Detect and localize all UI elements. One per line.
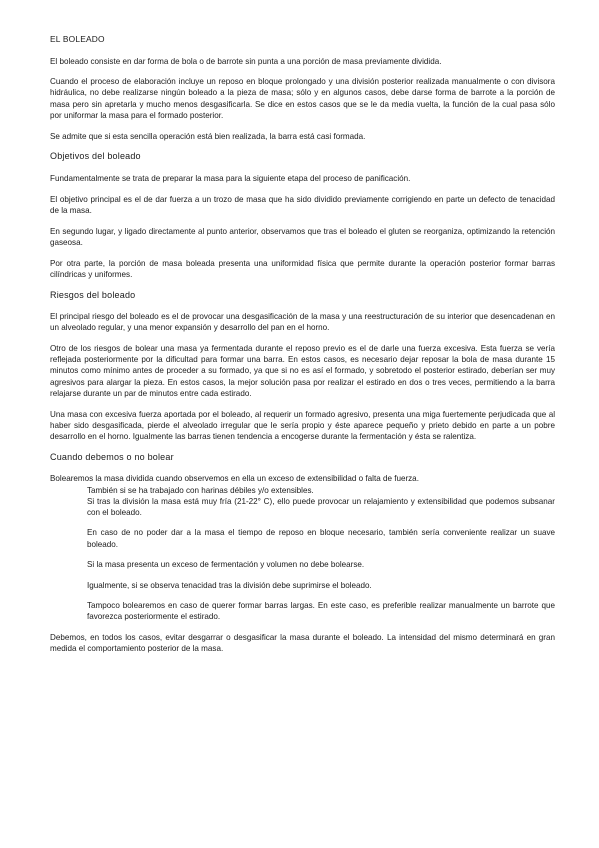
intro-paragraph: El boleado consiste en dar forma de bola o de barrote sin punta a una porción de masa previamente dividida. xyxy=(50,56,442,66)
document-body xyxy=(50,34,555,664)
cuando-lead-paragraph: Bolearemos la masa dividida cuando observemos en ella un exceso de extensibilidad o falta de fuerza. xyxy=(50,474,419,484)
objetivos-paragraph: En segundo lugar, y ligado directamente al punto anterior, observamos que tras el boleado el gluten se reorganiza, optimizando la retención gaseosa. xyxy=(50,226,555,247)
list-item: En caso de no poder dar a la masa el tiempo de reposo en bloque necesario, también sería conveniente realizar un suave boleado. xyxy=(87,528,555,549)
closing-paragraph: Debemos, en todos los casos, evitar desgarrar o desgasificar la masa durante el boleado. La intensidad del mismo determinará en gran medida el comportamiento posterior de la masa. xyxy=(50,632,555,653)
cuando-indented-list xyxy=(87,485,555,622)
intro-paragraph: Se admite que si esta sencilla operación está bien realizada, la barra está casi formada. xyxy=(50,131,366,141)
section-heading-objetivos: Objetivos del boleado xyxy=(50,151,141,162)
list-item: Si tras la división la masa está muy fría (21-22° C), ello puede provocar un relajamiento y extensibilidad que podemos subsanar con el boleado. xyxy=(87,496,555,517)
riesgos-paragraph: Una masa con excesiva fuerza aportada por el boleado, al requerir un formado agresivo, presenta una miga fuertemente perjudicada que al haber sido desgasificada, pierde el alveolado irregular que le sería propio y éste aparece pequeño y prieto debido en parte a un pobre desarrollo en el horno. Igualmente las barras tienen tendencia a encogerse durante la fermentación y ésta se ralentiza. xyxy=(50,409,555,441)
objetivos-paragraph: Fundamentalmente se trata de preparar la masa para la siguiente etapa del proceso de panificación. xyxy=(50,173,411,183)
objetivos-paragraph: El objetivo principal es el de dar fuerza a un trozo de masa que ha sido dividido previamente corrigiendo en parte un defecto de tenacidad de la masa. xyxy=(50,194,555,215)
list-item: También si se ha trabajado con harinas débiles y/o extensibles. xyxy=(87,485,314,495)
objetivos-paragraph: Por otra parte, la porción de masa boleada presenta una uniformidad física que permite durante la operación posterior formar barras cilíndricas y uniformes. xyxy=(50,258,555,279)
document-title: EL BOLEADO xyxy=(50,34,105,44)
list-item: Tampoco bolearemos en caso de querer formar barras largas. En este caso, es preferible realizar manualmente un barrote que favorezca posteriormente el estirado. xyxy=(87,601,555,622)
list-item: Igualmente, si se observa tenacidad tras la división debe suprimirse el boleado. xyxy=(87,580,372,590)
section-heading-riesgos: Riesgos del boleado xyxy=(50,289,136,300)
riesgos-paragraph: El principal riesgo del boleado es el de provocar una desgasificación de la masa y una reestructuración de su interior que desencadenan en un alveolado regular, y una menor expansión y desarrollo del pan en el horno. xyxy=(50,312,555,333)
intro-paragraph: Cuando el proceso de elaboración incluye un reposo en bloque prolongado y una división posterior realizada manualmente o con divisora hidráulica, no debe realizarse ningún boleado a la pieza de masa; sólo y en algunos casos, debe darse forma de barrote a la porción de masa pero sin apretarla y mucho menos desgasificarla. Se dice en estos casos que se le da media vuelta, la función de la cual pasa sólo por uniformar la masa para el formado posterior. xyxy=(50,77,555,120)
list-item: Si la masa presenta un exceso de fermentación y volumen no debe bolearse. xyxy=(87,560,365,570)
riesgos-paragraph: Otro de los riesgos de bolear una masa ya fermentada durante el reposo previo es el de darle una fuerza excesiva. Esta fuerza se vería reflejada posteriormente por la dificultad para formar una barra. En estos casos, es necesario dejar reposar la bola de masa durante 15 minutos como mínimo antes de proceder a su formado, ya que si no es así el formado, y sobretodo el posterior estirado, deberían ser muy agresivos para alargar la pieza. En estos casos, la mejor solución pasa por realizar el estirado en dos o tres veces, permitiendo a la barra relajarse durante un par de minutos entre cada estirado. xyxy=(50,344,555,398)
section-heading-cuando: Cuando debemos o no bolear xyxy=(50,451,174,462)
